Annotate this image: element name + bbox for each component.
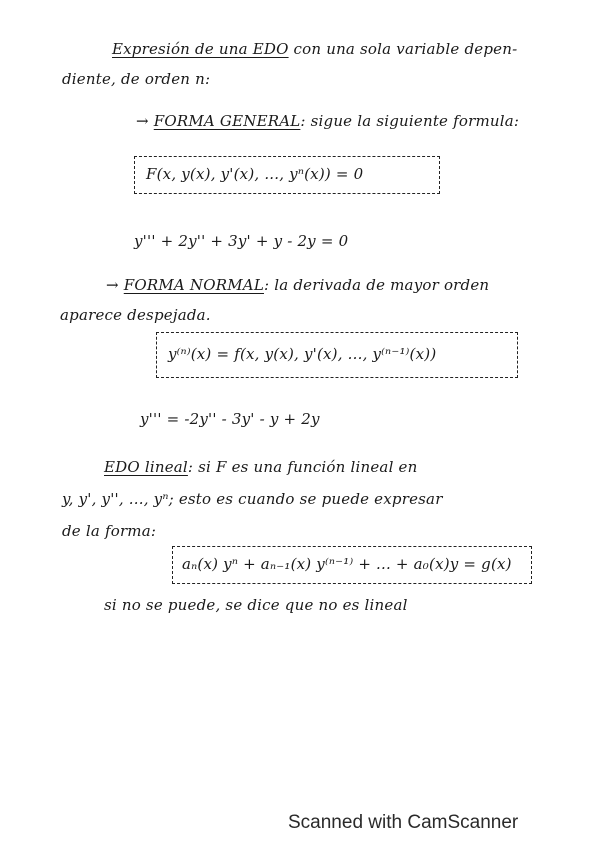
general-text: : sigue la siguiente formula:: [300, 112, 520, 130]
normal-line-2: aparece despejada.: [60, 306, 211, 324]
general-formula: F(x, y(x), y'(x), ..., yⁿ(x)) = 0: [146, 165, 364, 183]
intro-line-1: [112, 40, 517, 58]
normal-text: : la derivada de mayor orden: [263, 276, 490, 294]
linear-label: EDO lineal: [104, 458, 188, 476]
linear-line-2: y, y', y'', ..., yⁿ; esto es cuando se puede expresar: [62, 490, 443, 508]
intro-title: Expresión de una EDO: [112, 40, 289, 58]
linear-text: : si F es una función lineal en: [187, 458, 418, 476]
scanner-watermark: Scanned with CamScanner: [288, 812, 519, 833]
intro-rest: con una sola variable depen-: [288, 40, 518, 58]
normal-heading-line: [106, 276, 489, 294]
linear-formula: aₙ(x) yⁿ + aₙ₋₁(x) y⁽ⁿ⁻¹⁾ + ... + a₀(x)y = g(x): [182, 555, 512, 573]
arrow-icon: →: [106, 276, 119, 294]
general-heading-line: [136, 112, 519, 130]
linear-line-3: de la forma:: [62, 522, 157, 540]
normal-formula: y⁽ⁿ⁾(x) = f(x, y(x), y'(x), ..., y⁽ⁿ⁻¹⁾(x)): [168, 345, 437, 363]
intro-line-2: diente, de orden n:: [62, 70, 211, 88]
linear-heading-line: [104, 458, 417, 476]
arrow-icon: →: [136, 112, 149, 130]
normal-example: y''' = -2y'' - 3y' - y + 2y: [140, 410, 320, 428]
normal-label: FORMA NORMAL: [123, 276, 264, 294]
general-label: FORMA GENERAL: [153, 112, 301, 130]
general-example: y''' + 2y'' + 3y' + y - 2y = 0: [134, 232, 349, 250]
linear-closing: si no se puede, se dice que no es lineal: [104, 596, 408, 614]
